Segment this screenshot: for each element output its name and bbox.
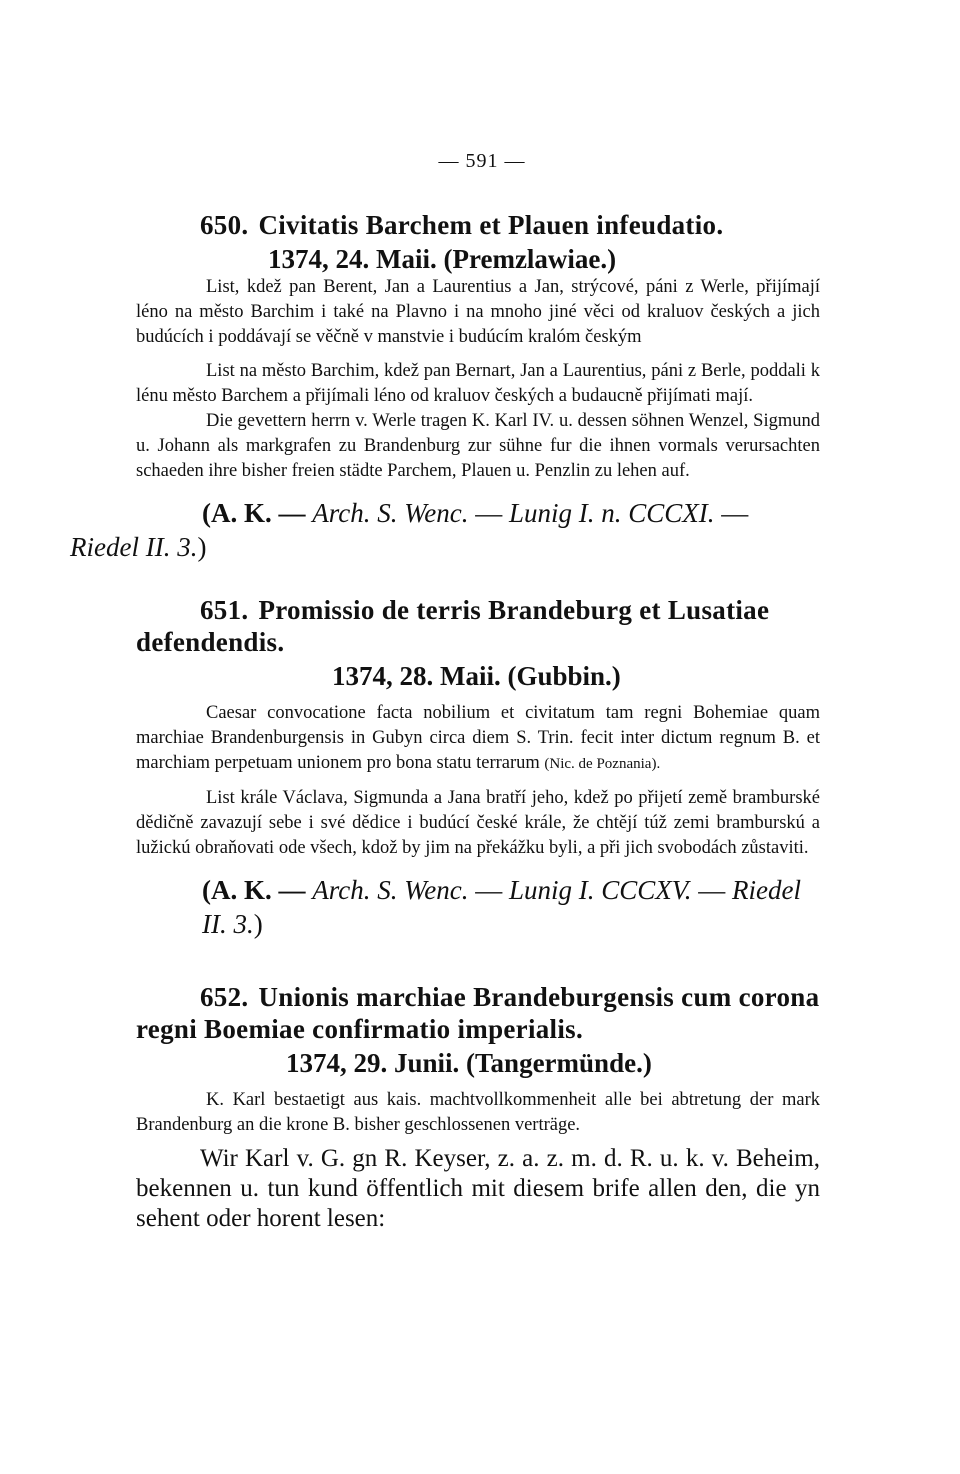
doc-651-paragraph-1 <box>136 701 820 777</box>
doc-650-paragraph-1: List, kdež pan Berent, Jan a Laurentius a Jan, strýcové, páni z Werle, přijímají léno na město Barchim i také na Plavno i na mnoho jiné věci od kraluov českých a jich budúcích i poddávají se věčně v manstvie i budúcím kralóm českým <box>136 277 820 347</box>
doc-650-paragraph-3: Die gevettern herrn v. Werle tragen K. Karl IV. u. dessen söhnen Wenzel, Sigmund u. Johann als markgrafen zu Brandenburg zur sühne fur die ihnen vormals verursachten schaeden ihre bisher freien städte Parchem, Plauen u. Penzlin zu lehen auf. <box>136 411 820 481</box>
document-650 <box>70 209 820 564</box>
doc-651-source-close: ) <box>253 909 263 939</box>
doc-650-title: Civitatis Barchem et Plauen infeudatio. <box>258 210 724 240</box>
page-number: — 591 — <box>438 150 526 172</box>
doc-650-source-open: (A. K. — <box>202 498 306 528</box>
doc-651-number: 651. <box>200 595 249 625</box>
doc-650-source-dash2: — <box>721 498 749 528</box>
doc-651-paragraph-1-text: Caesar convocatione facta nobilium et civitatum tam regni Bohemiae quam marchiae Brandenburgensis in Gubyn circa diem S. Trin. fecit inter dictum regnum B. et marchiam perpetuam unionem pro bona statu terrarum <box>136 703 820 773</box>
document-page <box>70 150 820 1259</box>
doc-652-number: 652. <box>200 982 249 1012</box>
doc-650-number: 650. <box>200 210 249 240</box>
doc-652-heading <box>136 981 820 1045</box>
doc-651-title: Promissio de terris Brandeburg et Lusatiae defendendis. <box>136 595 770 657</box>
doc-650-source-dash1: — <box>475 498 503 528</box>
doc-652-paragraph-2: Wir Karl v. G. gn R. Keyser, z. a. z. m. d. R. u. k. v. Beheim, bekennen u. tun kund öffentlich mit diesem brife allen den, die yn sehent oder horent lesen: <box>136 1145 820 1232</box>
doc-652-paragraph-1: K. Karl bestaetigt aus kais. machtvollkommenheit alle bei abtretung der mark Brandenburg an die krone B. bisher geschlossenen verträge. <box>136 1090 820 1135</box>
doc-650-paragraph-2: List na město Barchim, kdež pan Bernart, Jan a Laurentius, páni z Berle, poddali k lénu město Barchem a přijímali léno od kraluov českých a budaucně přijímati mají. <box>136 361 820 406</box>
doc-651-source-arch: Arch. S. Wenc. <box>312 875 469 905</box>
doc-652-title: Unionis marchiae Brandeburgensis cum corona regni Boemiae confirmatio imperialis. <box>136 982 820 1044</box>
doc-651-source-open: (A. K. — <box>202 875 306 905</box>
doc-650-heading <box>136 209 820 241</box>
doc-650-source-close: ) <box>197 532 207 562</box>
doc-650-source-riedel: Riedel II. 3. <box>70 532 198 562</box>
doc-652-date: 1374, 29. Junii. (Tangermünde.) <box>286 1048 652 1078</box>
doc-651-source-dash2: — <box>698 875 726 905</box>
document-651 <box>136 594 820 941</box>
doc-650-date: 1374, 24. Maii. (Premzlawiae.) <box>268 244 617 274</box>
doc-651-source-dash1: — <box>475 875 503 905</box>
doc-651-heading <box>136 594 820 658</box>
doc-651-source-lunig: Lunig I. CCCXV. <box>508 875 692 905</box>
doc-650-source <box>70 496 820 564</box>
document-652 <box>136 981 820 1234</box>
doc-650-source-lunig: Lunig I. n. CCCXI. <box>508 498 715 528</box>
doc-651-paragraph-2: List krále Václava, Sigmunda a Jana bratří jeho, kdež po přijetí země bramburské dědičně zavazují sebe i své dědice i budúcí české krále, že chtějí túž zemi bramburskú a lužickú obraňovati ode všech, kdož by jim na překážku byli, a při jich svobodách zůstaviti. <box>136 788 820 858</box>
doc-650-source-arch: Arch. S. Wenc. <box>312 498 469 528</box>
doc-651-source <box>136 873 820 941</box>
doc-651-date: 1374, 28. Maii. (Gubbin.) <box>332 661 621 691</box>
doc-651-paragraph-1-note: (Nic. de Poznania). <box>544 756 661 772</box>
doc-651-source-riedel: Riedel II. 3. <box>202 875 801 939</box>
